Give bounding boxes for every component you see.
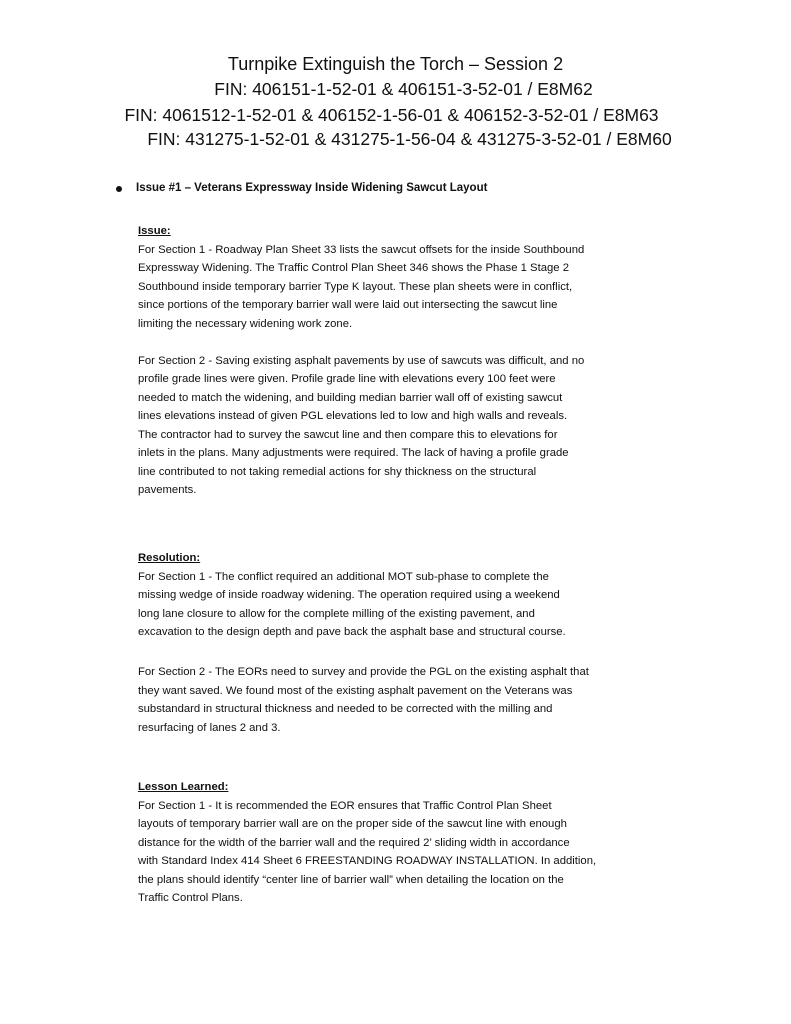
- resolution-para1-line: long lane closure to allow for the complete milling of the existing pavement, and: [138, 607, 535, 620]
- resolution-para1-line: missing wedge of inside roadway widening. The operation required using a weekend: [138, 589, 560, 601]
- lesson-para1-line: with Standard Index 414 Sheet 6 FREESTANDING ROADWAY INSTALLATION. In addition,: [138, 855, 597, 867]
- fin-line-3: FIN: 431275-1-52-01 & 431275-1-56-04 & 431275-3-52-01 / E8M60: [147, 129, 672, 149]
- resolution-section: [138, 549, 718, 642]
- resolution-para2-line: resurfacing of lanes 2 and 3.: [138, 721, 281, 734]
- issue-para2-line: lines elevations instead of given PGL elevations led to low and high walls and reveals.: [138, 410, 568, 422]
- issue-para1-line: For Section 1 - Roadway Plan Sheet 33 lists the sawcut offsets for the inside Southbound: [138, 243, 585, 256]
- bullet-icon: [116, 186, 122, 192]
- resolution-heading: Resolution:: [138, 552, 201, 564]
- issue-heading: Issue:: [138, 225, 171, 237]
- issue-para2-line: inlets in the plans. Many adjustments were required. The lack of having a profile grade: [138, 447, 569, 459]
- resolution-para2-line: they want saved. We found most of the existing asphalt pavement on the Veterans was: [138, 684, 573, 697]
- resolution-para1-line: For Section 1 - The conflict required an additional MOT sub-phase to complete the: [138, 570, 549, 583]
- issue-para2-line: profile grade lines were given. Profile grade line with elevations every 100 feet were: [138, 373, 556, 385]
- issue-para1-line: since portions of the temporary barrier wall were laid out intersecting the sawcut line: [138, 299, 558, 311]
- document-title: Turnpike Extinguish the Torch – Session 2: [227, 54, 564, 74]
- resolution-para1-line: excavation to the design depth and pave back the asphalt base and structural course.: [138, 626, 566, 638]
- issue-para2-line: needed to match the widening, and building median barrier wall off of existing sawcut: [138, 391, 563, 404]
- paragraph-gap: [138, 333, 718, 352]
- lesson-heading: Lesson Learned:: [138, 781, 229, 793]
- issue-item-title: Issue #1 – Veterans Expressway Inside Widening Sawcut Layout: [136, 182, 488, 194]
- fin-line-1: FIN: 406151-1-52-01 & 406151-3-52-01 / E8M62: [214, 79, 593, 99]
- resolution-para2-line: substandard in structural thickness and needed to be corrected with the milling and: [138, 703, 553, 715]
- lesson-para1-line: layouts of temporary barrier wall are on the proper side of the sawcut line with enough: [138, 818, 567, 830]
- issue-para1-line: Southbound inside temporary barrier Type K layout. These plan sheets were in conflict,: [138, 280, 573, 293]
- fin-line-2: FIN: 4061512-1-52-01 & 406152-1-56-01 & 406152-3-52-01 / E8M63: [124, 105, 659, 125]
- issue-para1-line: Expressway Widening. The Traffic Control Plan Sheet 346 shows the Phase 1 Stage 2: [138, 262, 569, 274]
- issue-para2-line: line contributed to not taking remedial actions for shy thickness on the structural: [138, 465, 537, 478]
- issue-para2-line: For Section 2 - Saving existing asphalt pavements by use of sawcuts was difficult, and no: [138, 354, 585, 367]
- lesson-para1-line: distance for the width of the barrier wall and the required 2’ sliding width in accordance: [138, 836, 570, 849]
- issue-para2-line: pavements.: [138, 484, 197, 496]
- lesson-para1-line: Traffic Control Plans.: [138, 892, 243, 904]
- issue-section: [138, 222, 718, 500]
- resolution-section-2: [138, 663, 718, 737]
- lesson-section: [138, 778, 718, 908]
- lesson-para1-line: For Section 1 - It is recommended the EOR ensures that Traffic Control Plan Sheet: [138, 799, 552, 812]
- issue-para1-line: limiting the necessary widening work zone.: [138, 317, 353, 330]
- issue-para2-line: The contractor had to survey the sawcut line and then compare this to elevations for: [138, 428, 558, 441]
- resolution-para2-line: For Section 2 - The EORs need to survey and provide the PGL on the existing asphalt that: [138, 666, 589, 678]
- lesson-para1-line: the plans should identify “center line of barrier wall” when detailing the location on the: [138, 873, 564, 886]
